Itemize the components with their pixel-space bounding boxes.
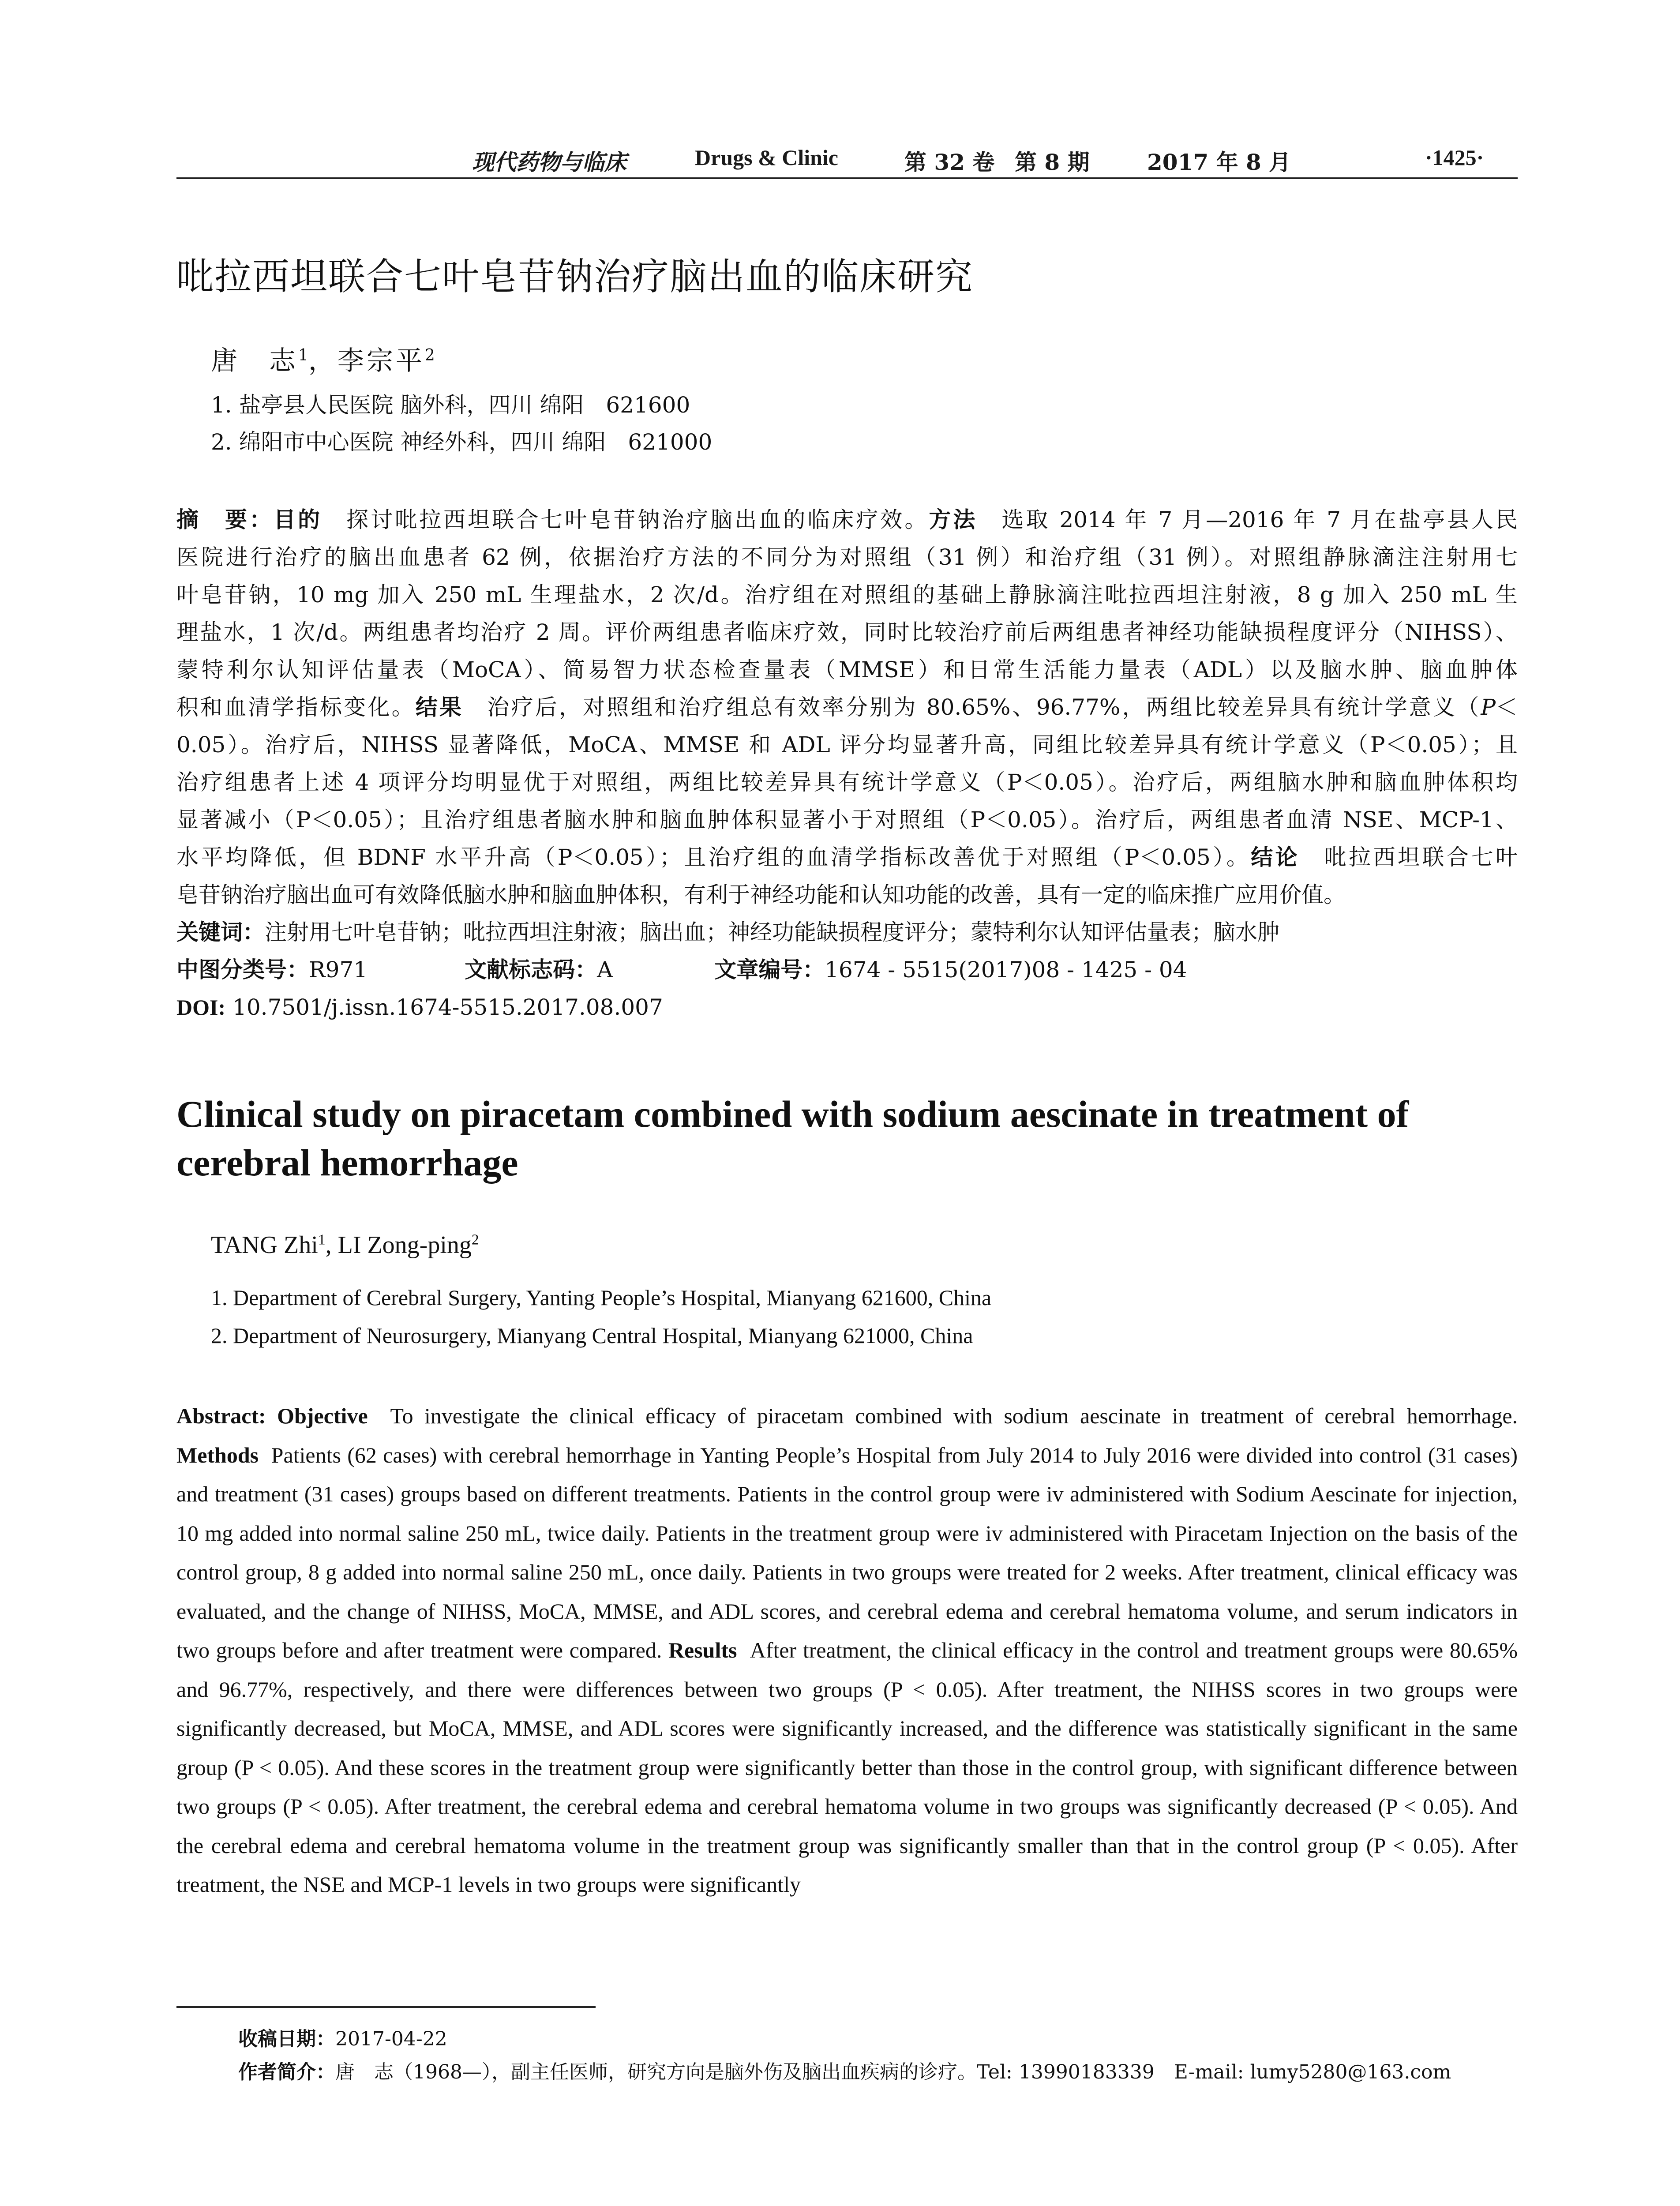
bio-text: 唐 志（1968—），副主任医师，研究方向是脑外伤及脑出血疾病的诊疗。Tel: 13990183339 E-mail: lumy5280@163.com <box>335 2061 1451 2083</box>
doccode-label: 文献标志码： <box>465 957 597 983</box>
en-affiliation-2: 2. Department of Neurosurgery, Mianyang Central Hospital, Mianyang 621000, China <box>211 1323 973 1348</box>
page-number: ·1425· <box>1425 145 1484 170</box>
en-author-2-sup: 2 <box>471 1231 479 1248</box>
cn-line6-b: 治疗后，对照组和治疗组总有效率分别为 80.65%、96.77%，两组比较差异具有统计学意义（ <box>463 694 1481 720</box>
en-affiliation-1: 1. Department of Cerebral Surgery, Yanting People’s Hospital, Mianyang 621600, China <box>211 1285 992 1310</box>
cn-methods-text: 选取 2014 年 7 月—2016 年 7 月在盐亭县人民 <box>977 507 1518 533</box>
header-rule <box>176 177 1518 179</box>
cn-affiliation-2: 2. 绵阳市中心医院 神经外科，四川 绵阳 621000 <box>211 429 712 455</box>
received-label: 收稿日期： <box>238 2028 335 2050</box>
cn-author-2: 李宗平 <box>337 345 425 376</box>
en-methods-label: Methods <box>176 1442 259 1467</box>
author-bio <box>238 2056 1451 2084</box>
cn-objective-label: 目的 <box>274 507 322 533</box>
en-methods-text: Patients (62 cases) with cerebral hemorrhage in Yanting People’s Hospital from July 2014 to July 2016 were divided into control (31 cases) and treatment (31 cases) groups based on different treatments. Patients in the control group were iv administered with Sodium Aescinate for injection, 10 mg added into normal saline 250 mL, twice daily. Patients in the treatment group were iv administered with Piracetam Injection on the basis of the control group, 8 g added into normal saline 250 mL, once daily. Patients in two groups were treated for 2 weeks. After treatment, clinical efficacy was evaluated, and the change of NIHSS, MoCA, MMSE, and ADL scores, and cerebral edema and cerebral hematoma volume, and serum indicators in two groups before and after treatment were compared. <box>176 1442 1518 1662</box>
en-author-sep: , <box>325 1231 338 1259</box>
cn-abstract-line-4: 理盐水，1 次/d。两组患者均治疗 2 周。评价两组患者临床疗效，同时比较治疗前后两组患者神经功能缺损程度评分（NIHSS）、 <box>176 619 1518 645</box>
issue: 第 8 期 <box>1015 149 1090 175</box>
journal-name-en: Drugs & Clinic <box>695 145 838 170</box>
journal-name-cn: 现代药物与临床 <box>472 149 626 175</box>
cn-abstract-line-10 <box>176 842 1518 873</box>
cn-line10-a: 水平均降低，但 BDNF 水平升高（P＜0.05）；且治疗组的血清学指标改善优于对照组（P＜0.05）。 <box>176 844 1251 870</box>
doi-line <box>176 992 1518 1023</box>
cn-line6-d: ＜ <box>1496 694 1518 720</box>
en-results-label: Results <box>668 1638 737 1662</box>
cn-author-2-sup: 2 <box>424 346 435 364</box>
cn-keywords <box>176 917 1518 948</box>
bio-label: 作者简介： <box>238 2061 335 2083</box>
issue-date: 2017 年 8 月 <box>1147 149 1291 175</box>
cn-abstract-line-5: 蒙特利尔认知评估量表（MoCA）、简易智力状态检查量表（MMSE）和日常生活能力量表（ADL）以及脑水肿、脑血肿体 <box>176 657 1518 683</box>
cn-abstract-line-2: 医院进行治疗的脑出血患者 62 例，依据治疗方法的不同分为对照组（31 例）和治疗组（31 例）。对照组静脉滴注注射用七 <box>176 544 1518 570</box>
cn-methods-label: 方法 <box>929 507 978 533</box>
volume: 第 32 卷 <box>904 149 995 175</box>
cn-abstract-line-3: 叶皂苷钠，10 mg 加入 250 mL 生理盐水，2 次/d。治疗组在对照组的基础上静脉滴注吡拉西坦注射液，8 g 加入 250 mL 生 <box>176 582 1518 608</box>
en-objective-text: To investigate the clinical efficacy of piracetam combined with sodium aescinate in treatment of cerebral hemorrhage. <box>390 1403 1518 1428</box>
cn-conclusion-label: 结论 <box>1251 844 1300 870</box>
cn-author-1: 唐 志 <box>211 345 298 376</box>
clc-label: 中图分类号： <box>176 957 309 983</box>
en-abstract <box>176 1396 1518 1904</box>
cn-abstract-line-1 <box>176 504 1518 535</box>
cn-authors <box>211 340 435 378</box>
en-title: Clinical study on piracetam combined with sodium aescinate in treatment of cerebral hemorrhage <box>176 1093 1409 1184</box>
cn-line10-b: 吡拉西坦联合七叶 <box>1300 844 1518 870</box>
cn-author-1-sup: 1 <box>298 346 308 364</box>
cn-author-sep: ， <box>308 345 338 376</box>
en-author-1: TANG Zhi <box>211 1231 318 1259</box>
en-objective-label: Objective <box>277 1403 368 1428</box>
cn-keywords-label: 关键词： <box>176 919 265 945</box>
cn-classification <box>176 954 1518 985</box>
cn-abstract-label: 摘 要： <box>176 507 274 533</box>
cn-objective-text: 探讨吡拉西坦联合七叶皂苷钠治疗脑出血的临床疗效。 <box>322 507 929 533</box>
cn-affiliation-1: 1. 盐亭县人民医院 脑外科，四川 绵阳 621600 <box>211 392 690 418</box>
received-date <box>238 2023 447 2051</box>
en-results-text: After treatment, the clinical efficacy in the control and treatment groups were 80.65% and 96.77%, respectively, and there were differences between two groups (P < 0.05). After treatment, the NIHSS scores in two groups were significantly decreased, but MoCA, MMSE, and ADL scores were significantly increased, and the difference was statistically significant in the same group (P < 0.05). And these scores in the treatment group were significantly better than those in the control group, with significant difference between two groups (P < 0.05). After treatment, the cerebral edema and cerebral hematoma volume in two groups was significantly decreased (P < 0.05). And the cerebral edema and cerebral hematoma volume in the treatment group was significantly smaller than that in the control group (P < 0.05). After treatment, the NSE and MCP-1 levels in two groups were significantly <box>176 1638 1518 1897</box>
cn-abstract-line-6 <box>176 692 1518 723</box>
cn-abstract-line-9: 显著减小（P＜0.05）；且治疗组患者脑水肿和脑血肿体积显著小于对照组（P＜0.05）。治疗后，两组患者血清 NSE、MCP-1、 <box>176 807 1518 833</box>
doccode-value: A <box>597 957 613 983</box>
footnote-rule <box>176 2006 596 2008</box>
cn-abstract-line-11: 皂苷钠治疗脑出血可有效降低脑水肿和脑血肿体积，有利于神经功能和认知功能的改善，具有一定的临床推广应用价值。 <box>176 882 1346 908</box>
doi-value: 10.7501/j.issn.1674-5515.2017.08.007 <box>232 994 663 1020</box>
cn-line6-p: P <box>1481 694 1496 720</box>
doi-label: DOI: <box>176 995 226 1020</box>
cn-keywords-text: 注射用七叶皂苷钠；吡拉西坦注射液；脑出血；神经功能缺损程度评分；蒙特利尔认知评估量表；脑水肿 <box>265 919 1279 945</box>
cn-results-label: 结果 <box>415 694 464 720</box>
cn-line6-a: 积和血清学指标变化。 <box>176 694 416 720</box>
articleno-value: 1674 - 5515(2017)08 - 1425 - 04 <box>825 957 1187 983</box>
en-author-2: LI Zong-ping <box>338 1231 472 1259</box>
en-authors <box>211 1231 479 1259</box>
clc-value: R971 <box>309 957 368 983</box>
cn-abstract-line-8: 治疗组患者上述 4 项评分均明显优于对照组，两组比较差异具有统计学意义（P＜0.05）。治疗后，两组脑水肿和脑血肿体积均 <box>176 769 1518 795</box>
en-author-1-sup: 1 <box>318 1231 326 1248</box>
en-abstract-label: Abstract: <box>176 1403 266 1428</box>
cn-abstract-line-7: 0.05）。治疗后，NIHSS 显著降低，MoCA、MMSE 和 ADL 评分均显著升高，同组比较差异具有统计学意义（P＜0.05）；且 <box>176 732 1518 758</box>
articleno-label: 文章编号： <box>714 957 825 983</box>
running-header <box>176 140 1518 178</box>
received-value: 2017-04-22 <box>335 2028 447 2050</box>
cn-title: 吡拉西坦联合七叶皂苷钠治疗脑出血的临床研究 <box>176 255 974 298</box>
